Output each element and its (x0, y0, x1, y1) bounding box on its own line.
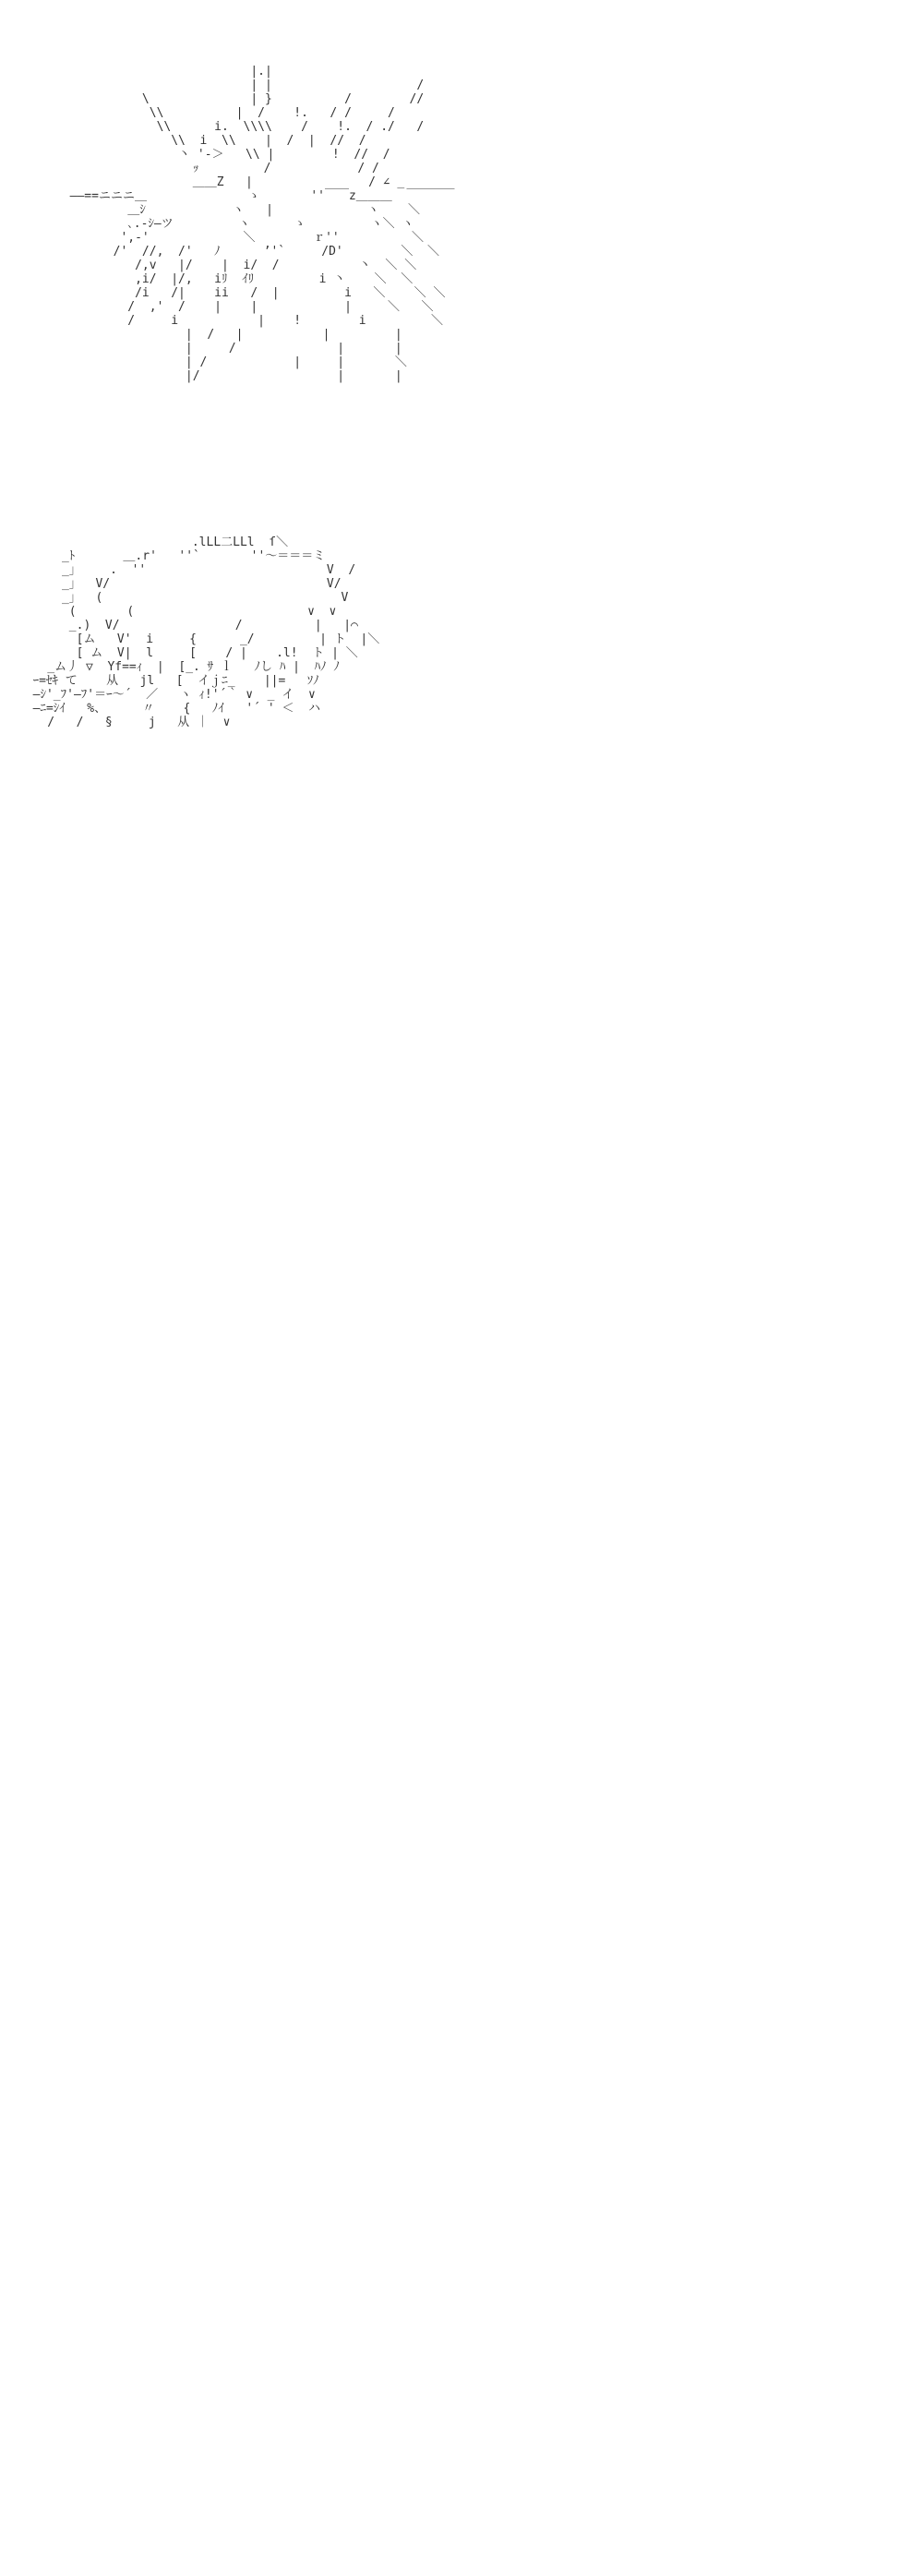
ascii-art-character: .lLL二LLl ſ＼ _ﾄ ＿.r' ''` ''～＝＝＝ミ _」 . '' V / _」 V/ V/ _」 ( V ( ( ∨ ∨ _.) V/ / | |⌒ [ム V' i { _/ | ト |＼ [ ム V| l [ / | .l! ト | ＼ _ム丿 ▽ Yf==ｨ | [_. ｻ ｌ ﾉし ﾊ | ﾊﾉ ﾉ ｰ=ｾｷ て 从 jl [ イｊﾆ_ ||= ｿﾉ ―ｼ'_ﾌ'―ﾌ'＝ｰ～´ ／ ヽ ｨ!'´｀ ∨ _ イ ∨ ―ﾆ=ｼｲ %、 〃 { ﾉｲ '´ ' ＜ ハ / / § j 从 ｜ ∨ (32, 536, 380, 729)
ascii-art-explosion: |.| | | / \ | } / // \\ | / !. / / / \\ i. \\\\ / !. / ./ / \\ i \\ | / | // / 丶 '-＞ \\ | ! // / ｯ / / / ＿＿Z | / ∠ _ ――==ニニニ＿ ゝ ''￣￣z＿＿＿ ￣￣￣￣ ＿ｼ ヽ | ヽ ＼ ､.-ｼ―ツ ヽ ゝ ヽ＼ ヽ ',-' ＼ ｒ'' ＼ /' //, /' ﾉ ’'` /D' ＼ ＼ /,v |/ | i/ / 丶 ＼ ＼ ,i/ |/, iﾘ ｲﾘ i 丶 ＼ ＼ /i /| ii / | i ＼ ＼ ＼ / ,' / | | | ＼ ＼ / i | ! i ＼ | / | | | | / | | | / | | ＼ |/ | | (69, 65, 455, 383)
